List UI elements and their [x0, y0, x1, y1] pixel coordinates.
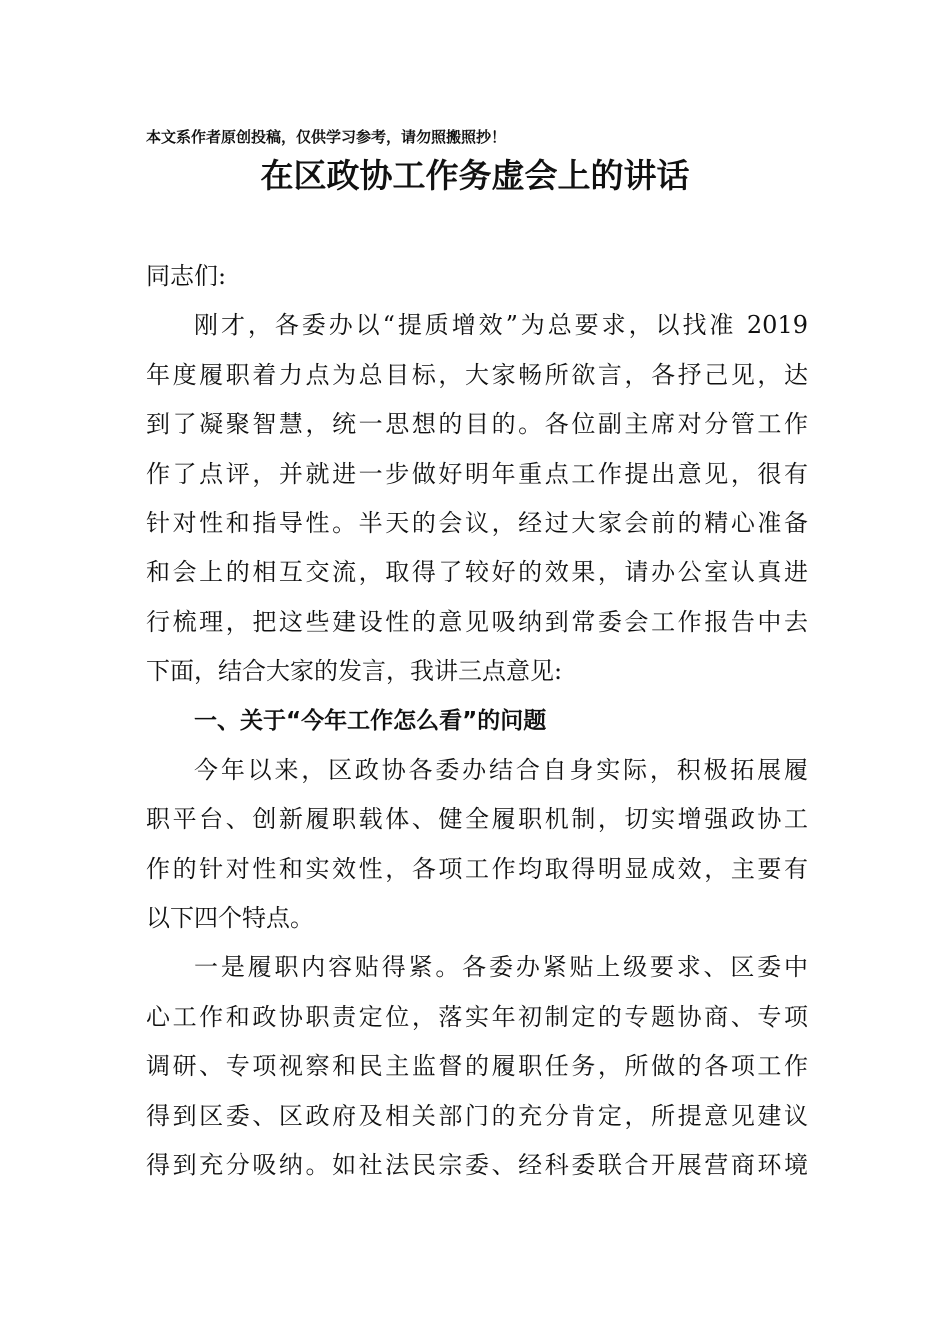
paragraph-line: 心工作和政协职责定位，落实年初制定的专题协商、专项	[146, 1002, 808, 1031]
copyright-notice: 本文系作者原创投稿，仅供学习参考，请勿照搬照抄！	[146, 128, 507, 146]
paragraph-line: 作的针对性和实效性，各项工作均取得明显成效，主要有	[146, 854, 808, 883]
paragraph-line: 刚才，各委办以“提质增效”为总要求，以找准 2019	[194, 311, 808, 340]
paragraph-line: 行梳理，把这些建设性的意见吸纳到常委会工作报告中去	[146, 607, 808, 636]
page-title: 在区政协工作务虚会上的讲话	[260, 156, 690, 195]
paragraph-line: 调研、专项视察和民主监督的履职任务，所做的各项工作	[146, 1052, 808, 1081]
paragraph-line: 职平台、创新履职载体、健全履职机制，切实增强政协工	[146, 805, 808, 834]
salutation: 同志们:	[146, 262, 227, 290]
paragraph-line: 今年以来，区政协各委办结合自身实际，积极拓展履	[194, 755, 808, 784]
speech-body	[146, 252, 808, 1190]
paragraph-line: 到了凝聚智慧，统一思想的目的。各位副主席对分管工作	[146, 410, 808, 439]
paragraph-line: 一是履职内容贴得紧。各委办紧贴上级要求、区委中	[194, 953, 808, 982]
paragraph-line: 得到区委、区政府及相关部门的充分肯定，所提意见建议	[146, 1101, 808, 1130]
paragraph-line: 年度履职着力点为总目标，大家畅所欲言，各抒己见，达	[146, 360, 808, 389]
paragraph-line: 得到充分吸纳。如社法民宗委、经科委联合开展营商环境	[146, 1151, 808, 1180]
paragraph-line: 下面，结合大家的发言，我讲三点意见:	[146, 657, 563, 686]
paragraph-line: 以下四个特点。	[146, 904, 314, 933]
paragraph-line: 和会上的相互交流，取得了较好的效果，请办公室认真进	[146, 558, 808, 587]
section-heading: 一、关于“今年工作怎么看”的问题	[194, 707, 547, 734]
paragraph-line: 作了点评，并就进一步做好明年重点工作提出意见，很有	[146, 459, 808, 488]
paragraph-line: 针对性和指导性。半天的会议，经过大家会前的精心准备	[146, 508, 808, 537]
